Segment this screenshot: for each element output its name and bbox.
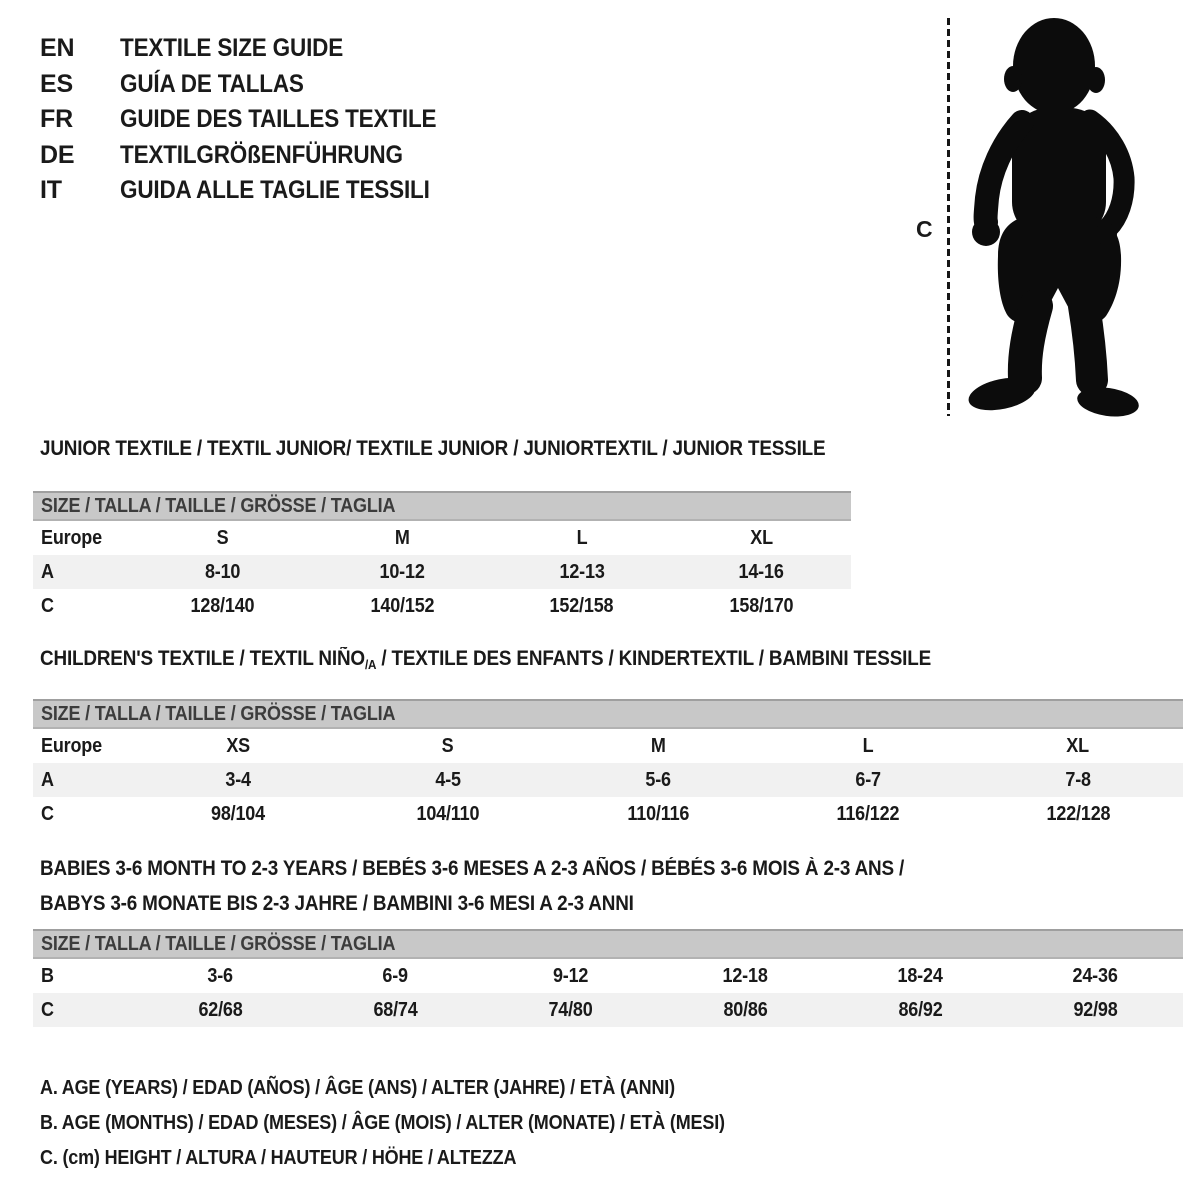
table-cell <box>833 965 1008 988</box>
cell-text: L <box>576 526 588 549</box>
children-title-sub: /A <box>364 657 377 672</box>
table-cell <box>973 769 1183 792</box>
table-cell <box>133 803 343 826</box>
table-row <box>33 797 1183 831</box>
size-header-label: SIZE / TALLA / TAILLE / GRÖSSE / TAGLIA <box>41 702 396 725</box>
language-code: FR <box>40 105 73 133</box>
table-row <box>33 521 851 555</box>
language-code: ES <box>40 70 73 98</box>
table-cell <box>133 527 313 550</box>
language-title: TEXTILE SIZE GUIDE <box>120 34 344 62</box>
table-cell <box>483 999 658 1022</box>
size-header-bar <box>33 699 1183 729</box>
babies-section-title-line1 <box>40 857 1000 881</box>
row-label <box>33 527 133 550</box>
junior-title-text: JUNIOR TEXTILE / TEXTIL JUNIOR/ TEXTILE JUNIOR / JUNIORTEXTIL / JUNIOR TESSILE <box>40 437 826 460</box>
row-label-text: C <box>41 998 54 1021</box>
footnote-age-years <box>40 1077 745 1100</box>
row-label-text: C <box>41 594 54 617</box>
table-cell <box>658 999 833 1022</box>
cell-text: 86/92 <box>898 998 943 1021</box>
table-row <box>33 555 851 589</box>
language-code: EN <box>40 34 75 62</box>
cell-text: 152/158 <box>549 594 614 617</box>
footnote-height-cm <box>40 1147 569 1170</box>
junior-size-table <box>33 491 851 623</box>
cell-text: M <box>650 734 666 757</box>
cell-text: 5-6 <box>645 768 671 791</box>
language-row-it <box>40 176 464 205</box>
table-cell <box>133 561 313 584</box>
babies-section-title-line2 <box>40 892 700 916</box>
row-label-text: Europe <box>41 734 102 757</box>
babies-title-text-line2: BABYS 3-6 MONATE BIS 2-3 JAHRE / BAMBINI 3-6 MESI A 2-3 ANNI <box>40 892 634 915</box>
table-cell <box>833 999 1008 1022</box>
table-cell <box>672 595 852 618</box>
cell-text: 12-18 <box>722 964 769 987</box>
cell-text: 92/98 <box>1073 998 1118 1021</box>
language-title: TEXTILGRÖßENFÜHRUNG <box>120 141 403 169</box>
cell-text: 3-6 <box>207 964 234 987</box>
cell-text: 12-13 <box>559 560 605 583</box>
row-label <box>33 965 133 988</box>
cell-text: 80/86 <box>723 998 768 1021</box>
cell-text: 9-12 <box>552 964 589 987</box>
cell-text: XS <box>226 734 250 757</box>
row-label <box>33 595 133 618</box>
language-row-de <box>40 141 434 170</box>
row-label <box>33 999 133 1022</box>
table-cell <box>343 769 553 792</box>
table-row <box>33 993 1183 1027</box>
cell-text: 104/110 <box>416 802 480 825</box>
cell-text: 74/80 <box>548 998 593 1021</box>
footnote-text: A. AGE (YEARS) / EDAD (AÑOS) / ÂGE (ANS) / ALTER (JAHRE) / ETÀ (ANNI) <box>40 1077 675 1099</box>
row-label <box>33 803 133 826</box>
table-cell <box>483 965 658 988</box>
row-label <box>33 735 133 758</box>
cell-text: 14-16 <box>738 560 784 583</box>
table-cell <box>308 999 483 1022</box>
table-cell <box>763 803 973 826</box>
table-cell <box>658 965 833 988</box>
children-title-part2: / TEXTILE DES ENFANTS / KINDERTEXTIL / BAMBINI TESSILE <box>376 647 932 670</box>
cell-text: 98/104 <box>210 802 265 825</box>
row-label <box>33 769 133 792</box>
children-title-part1: CHILDREN'S TEXTILE / TEXTIL NIÑO <box>40 647 365 670</box>
babies-size-table <box>33 929 1183 1027</box>
size-header-bar <box>33 929 1183 959</box>
cell-text: 122/128 <box>1046 802 1110 825</box>
table-cell <box>313 527 493 550</box>
table-row <box>33 959 1183 993</box>
language-row-es <box>40 70 324 99</box>
table-cell <box>313 561 493 584</box>
footnote-age-months <box>40 1112 801 1135</box>
table-cell <box>133 965 308 988</box>
table-cell <box>492 561 672 584</box>
cell-text: 4-5 <box>435 768 461 791</box>
table-row <box>33 589 851 623</box>
cell-text: XL <box>1066 734 1090 757</box>
table-cell <box>343 803 553 826</box>
row-label-text: A <box>41 560 54 583</box>
row-label-text: B <box>41 964 54 987</box>
cell-text: 62/68 <box>198 998 243 1021</box>
language-title: GUIDA ALLE TAGLIE TESSILI <box>120 176 430 204</box>
table-cell <box>1008 999 1183 1022</box>
children-size-table <box>33 699 1183 831</box>
table-cell <box>308 965 483 988</box>
table-row <box>33 729 1183 763</box>
row-label-text: A <box>41 768 54 791</box>
toddler-silhouette-image <box>962 16 1142 420</box>
cell-text: 128/140 <box>190 594 255 617</box>
cell-text: 8-10 <box>205 560 241 583</box>
language-row-fr <box>40 105 472 134</box>
table-cell <box>133 999 308 1022</box>
table-cell <box>973 803 1183 826</box>
table-cell <box>133 769 343 792</box>
figure-height-label: C <box>916 216 933 242</box>
language-row-en <box>40 34 368 63</box>
cell-text: S <box>216 526 229 549</box>
cell-text: XL <box>749 526 773 549</box>
size-header-label: SIZE / TALLA / TAILLE / GRÖSSE / TAGLIA <box>41 494 396 517</box>
size-header-label: SIZE / TALLA / TAILLE / GRÖSSE / TAGLIA <box>41 932 396 955</box>
table-cell <box>553 735 763 758</box>
table-cell <box>492 595 672 618</box>
footnote-text: C. (cm) HEIGHT / ALTURA / HAUTEUR / HÖHE / ALTEZZA <box>40 1147 517 1169</box>
cell-text: 7-8 <box>1065 768 1091 791</box>
table-cell <box>672 561 852 584</box>
cell-text: 116/122 <box>836 802 900 825</box>
table-cell <box>492 527 672 550</box>
table-cell <box>973 735 1183 758</box>
cell-text: L <box>862 734 874 757</box>
children-section-title <box>40 647 1030 672</box>
cell-text: 6-9 <box>382 964 409 987</box>
cell-text: 10-12 <box>379 560 425 583</box>
footnote-text: B. AGE (MONTHS) / EDAD (MESES) / ÂGE (MOIS) / ALTER (MONATE) / ETÀ (MESI) <box>40 1112 725 1134</box>
row-label <box>33 561 133 584</box>
table-cell <box>343 735 553 758</box>
table-cell <box>1008 965 1183 988</box>
cell-text: 18-24 <box>897 964 944 987</box>
row-label-text: Europe <box>41 526 102 549</box>
babies-title-text-line1: BABIES 3-6 MONTH TO 2-3 YEARS / BEBÉS 3-6 MESES A 2-3 AÑOS / BÉBÉS 3-6 MOIS À 2-3 ANS / <box>40 857 905 880</box>
cell-text: S <box>442 734 454 757</box>
cell-text: 110/116 <box>627 802 689 825</box>
language-title: GUÍA DE TALLAS <box>120 70 304 98</box>
cell-text: 140/152 <box>370 594 435 617</box>
language-code: IT <box>40 176 62 204</box>
cell-text: 24-36 <box>1072 964 1119 987</box>
table-cell <box>553 803 763 826</box>
language-code: DE <box>40 141 75 169</box>
junior-section-title <box>40 437 913 461</box>
cell-text: 3-4 <box>225 768 251 791</box>
cell-text: 68/74 <box>373 998 418 1021</box>
cell-text: 6-7 <box>855 768 881 791</box>
table-cell <box>133 735 343 758</box>
row-label-text: C <box>41 802 54 825</box>
table-cell <box>672 527 852 550</box>
table-row <box>33 763 1183 797</box>
table-cell <box>313 595 493 618</box>
table-cell <box>553 769 763 792</box>
cell-text: M <box>394 526 410 549</box>
children-title-text <box>40 647 931 672</box>
table-cell <box>763 735 973 758</box>
table-cell <box>133 595 313 618</box>
cell-text: 158/170 <box>729 594 794 617</box>
language-title: GUIDE DES TAILLES TEXTILE <box>120 105 437 133</box>
size-header-bar <box>33 491 851 521</box>
table-cell <box>763 769 973 792</box>
height-measure-dashed-line <box>947 18 950 416</box>
